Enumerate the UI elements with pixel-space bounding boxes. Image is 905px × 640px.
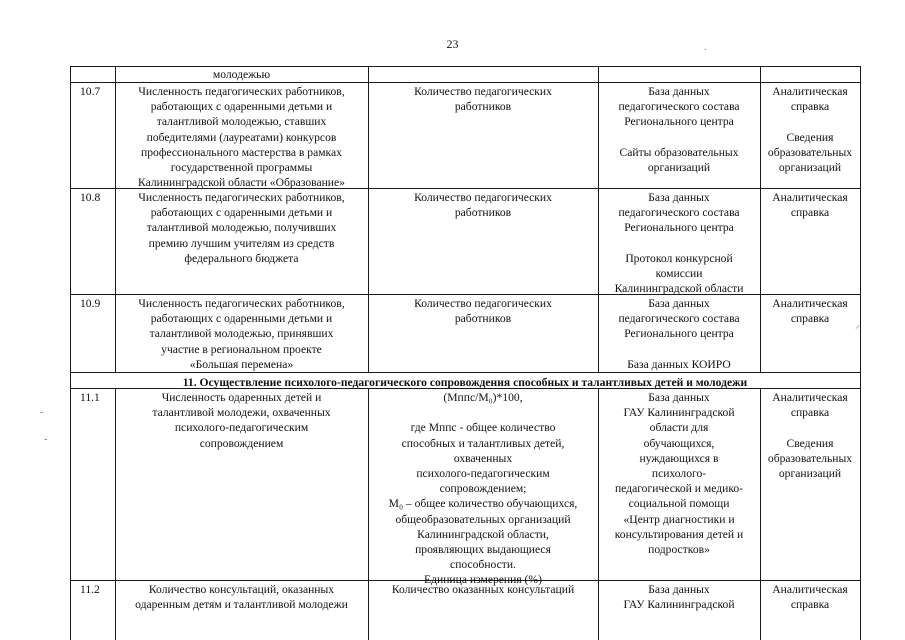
indicator-text: молодежью	[212, 68, 271, 81]
source-line: Регионального центра	[624, 221, 734, 235]
row-number: 11.2	[80, 583, 100, 596]
source-line: База данных	[648, 583, 710, 596]
report-line: Сведения	[786, 436, 834, 450]
indicator-line: федерального бюджета	[184, 251, 299, 265]
indicator-line: Численность педагогических работников,	[138, 85, 345, 98]
scan-mark: -	[44, 434, 48, 445]
table-row	[115, 67, 368, 82]
unit-line: сопровождением;	[439, 482, 527, 496]
indicator-line: «Большая перемена»	[189, 357, 294, 371]
source-line: подростков»	[648, 543, 710, 557]
indicator-cell	[115, 390, 368, 451]
report-line: справка	[790, 312, 830, 326]
source-line: педагогического состава	[618, 312, 740, 326]
unit-line: Количество педагогических	[414, 85, 552, 98]
row-number: 10.7	[80, 85, 101, 98]
indicator-line: работающих с одаренными детьми и	[150, 100, 333, 114]
indicator-cell	[115, 582, 368, 612]
source-line: психолого-	[651, 467, 707, 481]
report-line: справка	[790, 406, 830, 420]
source-line: Регионального центра	[624, 327, 734, 341]
source-line: консультирования детей и	[614, 527, 744, 541]
unit-line: психолого-педагогическим	[416, 467, 550, 480]
report-line: организаций	[778, 161, 842, 174]
report-line: справка	[790, 206, 830, 220]
report-line: образовательных	[767, 145, 853, 159]
source-line: педагогической и медико-	[614, 482, 744, 496]
table-rule	[70, 66, 71, 640]
unit-line: Количество педагогических	[414, 191, 552, 204]
indicator-line: одаренным детям и талантливой молодежи	[135, 598, 348, 612]
unit-line: Калининградской области,	[417, 527, 549, 541]
unit-line: общеобразовательных организаций	[395, 512, 571, 526]
indicator-line: талантливой молодежи, охваченных	[152, 406, 331, 420]
report-line: Сведения	[786, 130, 834, 144]
indicator-line: талантливой молодежью, получивших	[146, 221, 337, 235]
source-cell	[598, 190, 760, 296]
source-line: области для	[649, 421, 709, 435]
indicator-cell	[115, 296, 368, 372]
source-line: педагогического состава	[618, 206, 740, 220]
row-number: 11.1	[80, 391, 100, 404]
source-line: нуждающихся в	[639, 451, 719, 465]
scan-mark: ⸝	[855, 320, 860, 331]
report-cell	[760, 390, 860, 481]
report-cell	[760, 582, 860, 612]
indicator-line: победителями (лауреатами) конкурсов	[146, 130, 337, 144]
indicator-line: государственной программы	[170, 161, 313, 175]
source-cell	[598, 296, 760, 372]
indicator-line: талантливой молодежью, принявших	[149, 327, 334, 341]
indicator-cell	[115, 190, 368, 266]
indicator-line: участие в региональном проекте	[161, 342, 322, 356]
unit-line: Количество оказанных консультаций	[391, 583, 575, 596]
report-line: образовательных	[767, 451, 853, 465]
report-cell	[760, 84, 860, 175]
row-number: 10.8	[80, 191, 101, 204]
indicator-line: талантливой молодежью, ставших	[156, 115, 327, 129]
unit-cell	[368, 190, 598, 220]
source-line: База данных	[648, 191, 710, 204]
page-number: 23	[446, 37, 459, 51]
unit-line: работников	[454, 100, 512, 114]
source-line: организаций	[647, 161, 711, 174]
unit-line: где Мппс - общее количество	[410, 421, 556, 435]
source-line: Сайты образовательных	[619, 145, 739, 159]
source-cell	[598, 390, 760, 557]
unit-line: Единица измерения (%)	[424, 573, 542, 587]
report-line: Аналитическая	[772, 583, 848, 596]
indicator-line: Численность педагогических работников,	[138, 297, 345, 310]
table-rule	[860, 66, 861, 640]
indicator-line: Численность педагогических работников,	[138, 191, 345, 204]
unit-line: охваченных	[453, 451, 513, 465]
source-line: «Центр диагностики и	[623, 512, 735, 526]
source-line: Калининградской области	[614, 282, 744, 296]
report-line: справка	[790, 598, 830, 612]
source-line: База данных	[648, 297, 710, 310]
unit-line: М₀ – общее количество обучающихся,	[388, 497, 578, 511]
indicator-line: профессионального мастерства в рамках	[141, 145, 342, 159]
source-line: социальной помощи	[628, 497, 730, 511]
table-rule	[70, 372, 860, 373]
source-line: База данных	[648, 85, 710, 98]
indicator-line: работающих с одаренными детьми и	[150, 312, 333, 326]
indicator-line: психолого-педагогическим	[174, 421, 309, 435]
source-line: комиссии	[655, 267, 703, 280]
report-line: Аналитическая	[772, 85, 848, 98]
unit-line: работников	[454, 312, 512, 326]
unit-line: способности.	[450, 558, 516, 572]
report-cell	[760, 296, 860, 326]
unit-line: работников	[454, 206, 512, 220]
unit-line: проявляющих выдающиеся	[415, 543, 551, 557]
source-cell	[598, 84, 760, 175]
source-line: Протокол конкурсной	[625, 251, 733, 265]
indicator-cell	[115, 84, 368, 190]
source-line: ГАУ Калининградской	[623, 406, 735, 420]
unit-line: способных и талантливых детей,	[401, 436, 565, 450]
source-line: педагогического состава	[618, 100, 740, 114]
source-line: ГАУ Калининградской	[623, 598, 735, 612]
source-cell	[598, 582, 760, 612]
source-line: База данных	[648, 391, 710, 404]
report-line: Аналитическая	[772, 297, 848, 310]
report-line: организаций	[778, 467, 842, 480]
source-line: Регионального центра	[624, 115, 734, 129]
indicator-line: Количество консультаций, оказанных	[148, 583, 335, 596]
indicator-line: Численность одаренных детей и	[161, 391, 322, 404]
unit-line: (Мппс/М₀)*100,	[443, 391, 523, 404]
unit-line: Количество педагогических	[414, 297, 552, 310]
report-line: справка	[790, 100, 830, 114]
unit-cell	[368, 296, 598, 326]
section-title: 11. Осуществление психолого-педагогического сопровождения способных и талантливых детей и молодежи	[182, 376, 748, 389]
unit-cell	[368, 390, 598, 588]
report-line: Аналитическая	[772, 191, 848, 204]
indicator-line: премию лучшим учителям из средств	[148, 236, 335, 250]
indicator-line: сопровождением	[199, 436, 284, 450]
scan-mark: .	[704, 42, 707, 53]
source-line: обучающихся,	[643, 436, 715, 450]
source-line: База данных КОИРО	[627, 357, 731, 371]
indicator-line: работающих с одаренными детьми и	[150, 206, 333, 220]
unit-cell	[368, 84, 598, 114]
report-cell	[760, 190, 860, 220]
unit-cell	[368, 582, 598, 597]
scan-mark: -	[40, 407, 44, 418]
report-line: Аналитическая	[772, 391, 848, 404]
indicator-line: Калининградской области «Образование»	[138, 176, 345, 190]
row-number: 10.9	[80, 297, 101, 310]
